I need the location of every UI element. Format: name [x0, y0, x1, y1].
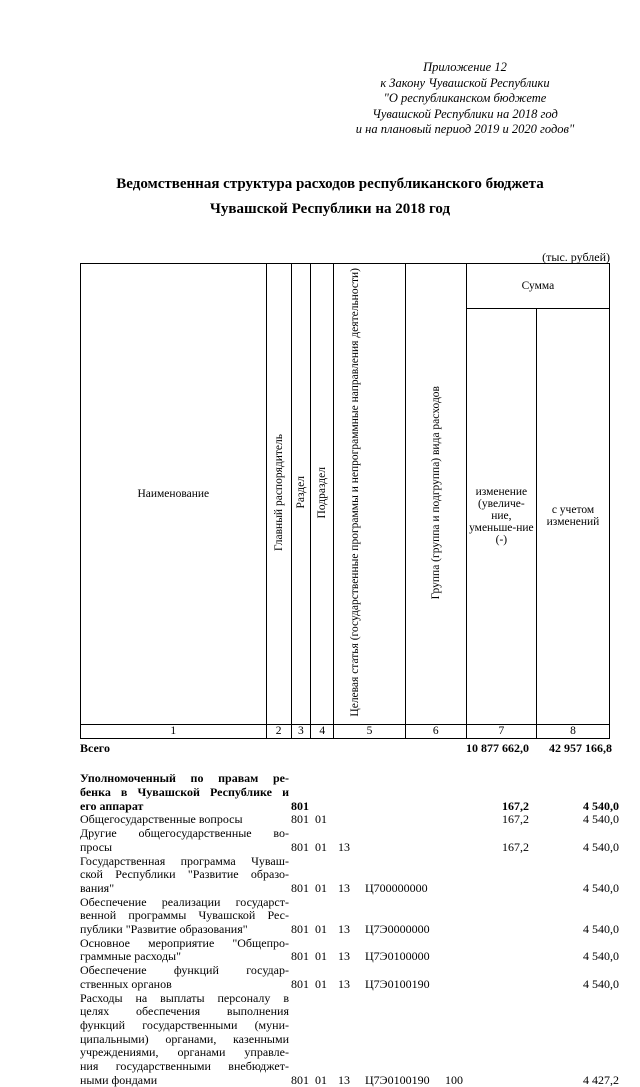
cell-total-value: 4 540,0	[583, 949, 619, 964]
appendix-line: "О республиканском бюджете	[383, 91, 547, 105]
cell-vr-value: 100	[445, 1072, 463, 1087]
cell-change-value: 167,2	[502, 812, 529, 827]
cell-pr-value: 13	[338, 1072, 350, 1087]
row-name-line: ципальными) органами, казенными	[80, 1031, 289, 1046]
cell-cs-value: Ц7Э0100190	[365, 1072, 430, 1087]
title-line: Ведомственная структура расходов республиканского бюджета	[116, 176, 544, 192]
cell-total	[542, 882, 619, 896]
row-name-line: его аппарат	[80, 798, 144, 813]
cell-cs-value: Ц7Э0100000	[365, 949, 430, 964]
cell-gr	[289, 1074, 313, 1087]
row-name-line: Обеспечение функций государ-	[80, 963, 289, 978]
row-name-line: бенка в Чувашской Республике и	[80, 785, 289, 799]
table-row	[80, 853, 619, 896]
cell-change	[466, 740, 535, 756]
row-name	[80, 992, 289, 1087]
cell-total	[542, 813, 619, 827]
cell-total	[542, 923, 619, 937]
cell-rz-value: 01	[315, 976, 327, 991]
cell-gr	[289, 800, 313, 814]
row-name-line: Общегосударственные вопросы	[80, 812, 243, 827]
document-title	[60, 172, 600, 222]
row-name-line: Расходы на выплаты персоналу в	[80, 990, 289, 1005]
row-name-line: Государственная программа Чуваш-	[80, 853, 289, 868]
cell-rz-value: 01	[315, 880, 327, 895]
appendix-note	[330, 60, 600, 138]
cell-pr-value: 13	[338, 949, 350, 964]
col-num: 1	[81, 724, 267, 738]
row-name-line: ными фондами	[80, 1072, 158, 1087]
cell-gr	[289, 923, 313, 937]
table-row	[80, 826, 619, 854]
cell-pr	[336, 978, 363, 992]
appendix-line: к Закону Чувашской Республики	[380, 75, 550, 90]
table-row	[80, 963, 619, 991]
row-name-line: просы	[80, 839, 113, 854]
row-name	[80, 827, 289, 854]
cell-total	[542, 1074, 619, 1087]
cell-total	[542, 978, 619, 992]
cell-rz-value: 01	[315, 839, 327, 854]
cell-total-value: 4 540,0	[583, 812, 619, 827]
cell-change	[474, 841, 542, 855]
cell-gr-value: 801	[291, 1072, 309, 1087]
cell-cs-value: Ц700000000	[365, 880, 428, 895]
cell-gr-value: 801	[291, 949, 309, 964]
table-row	[80, 742, 610, 756]
cell-rz	[313, 813, 336, 827]
row-name-line: венной программы Чувашской Рес-	[80, 908, 289, 923]
title-line: Чувашской Республики на 2018 год	[209, 201, 451, 217]
row-name-line: ской Республики "Развитие образо-	[80, 867, 289, 882]
cell-gr	[289, 950, 313, 964]
cell-cs	[363, 950, 443, 964]
cell-rz	[313, 841, 336, 855]
cell-gr	[289, 841, 313, 855]
row-name-line: ния государственными внебюджет-	[80, 1059, 289, 1074]
table-row	[80, 990, 619, 1087]
cell-total-value: 4 540,0	[583, 922, 619, 937]
col-num: 4	[311, 724, 334, 738]
cell-change-value: 167,2	[502, 798, 529, 813]
cell-gr-value: 801	[291, 976, 309, 991]
cell-gr-value: 801	[291, 880, 309, 895]
row-name-line: целях обеспечения выполнения	[80, 1004, 289, 1019]
cell-change-value: 167,2	[502, 839, 529, 854]
cell-total-value: 4 427,2	[583, 1072, 619, 1087]
col-num: 7	[466, 724, 536, 738]
cell-pr	[336, 841, 363, 855]
cell-total-value: 42 957 166,8	[549, 740, 612, 755]
cell-rz-value: 01	[315, 922, 327, 937]
table-body	[80, 740, 619, 1087]
cell-cs	[363, 1074, 443, 1087]
header-change: изменение (увеличе-ние, уменьше-ние (-)	[466, 309, 536, 724]
cell-total	[542, 950, 619, 964]
table-header	[80, 263, 610, 739]
table-row	[80, 812, 619, 827]
header-razdel: Раздел	[294, 476, 307, 509]
cell-pr-value: 13	[338, 839, 350, 854]
appendix-line: и на плановый период 2019 и 2020 годов"	[355, 122, 575, 136]
col-num: 3	[291, 724, 311, 738]
cell-total-value: 4 540,0	[583, 839, 619, 854]
header-total: с учетом изменений	[536, 309, 609, 724]
header-podrazdel: Подраздел	[316, 466, 329, 519]
col-num: 6	[405, 724, 466, 738]
cell-change	[474, 813, 542, 827]
row-name	[80, 896, 289, 937]
cell-change-value: 10 877 662,0	[466, 740, 529, 755]
cell-rz-value: 01	[315, 1072, 327, 1087]
cell-cs-value: Ц7Э0100190	[365, 976, 430, 991]
cell-gr-value: 801	[291, 812, 309, 827]
header-vr: Группа (группа и подгруппа) вида расходов	[429, 385, 442, 599]
row-name-line: учреждениями, органами управле-	[80, 1045, 289, 1060]
col-num: 2	[266, 724, 291, 738]
cell-rz	[313, 950, 336, 964]
cell-pr	[336, 1074, 363, 1087]
cell-total-value: 4 540,0	[583, 798, 619, 813]
cell-total	[542, 800, 619, 814]
cell-cs	[363, 978, 443, 992]
appendix-line: Приложение 12	[423, 60, 507, 74]
cell-pr-value: 13	[338, 880, 350, 895]
header-summa: Сумма	[466, 264, 609, 309]
cell-total	[542, 841, 619, 855]
table-row	[80, 894, 619, 937]
table-row	[80, 771, 619, 813]
row-name-line: Обеспечение реализации государст-	[80, 894, 289, 909]
budget-table	[80, 263, 619, 1087]
cell-rz-value: 01	[315, 949, 327, 964]
cell-change	[474, 800, 542, 814]
row-name-line: Всего	[80, 740, 110, 755]
cell-gr	[289, 978, 313, 992]
cell-total	[535, 742, 612, 756]
row-name	[80, 964, 289, 991]
units-label: (тыс. рублей)	[542, 250, 610, 264]
cell-pr	[336, 950, 363, 964]
cell-pr	[336, 882, 363, 896]
cell-rz	[313, 978, 336, 992]
cell-gr	[289, 813, 313, 827]
row-name	[80, 855, 289, 896]
cell-gr-value: 801	[291, 839, 309, 854]
cell-vr	[443, 1074, 474, 1087]
header-gr: Главный распорядитель	[272, 433, 285, 551]
cell-rz	[313, 882, 336, 896]
cell-gr	[289, 882, 313, 896]
header-cs: Целевая статья (государственные программы и непрограммные направления деятельности)	[349, 268, 362, 717]
row-name-line: Уполномоченный по правам ре-	[80, 771, 289, 786]
row-name-line: ственных органов	[80, 976, 172, 991]
row-name-line: Другие общегосударственные во-	[80, 826, 289, 841]
cell-gr-value: 801	[291, 798, 309, 813]
row-name	[80, 937, 289, 964]
row-name	[80, 742, 289, 756]
row-name	[80, 772, 289, 813]
row-name-line: публики "Развитие образования"	[80, 922, 248, 937]
cell-rz-value: 01	[315, 812, 327, 827]
cell-pr	[336, 923, 363, 937]
header-name: Наименование	[81, 264, 267, 725]
cell-total-value: 4 540,0	[583, 976, 619, 991]
row-name-line: вания"	[80, 880, 115, 895]
appendix-line: Чувашской Республики на 2018 год	[372, 106, 558, 121]
cell-pr-value: 13	[338, 976, 350, 991]
row-name	[80, 813, 289, 827]
row-name-line: граммные расходы"	[80, 949, 182, 964]
row-name-line: Основное мероприятие "Общепро-	[80, 935, 289, 950]
cell-cs	[363, 882, 443, 896]
col-num: 5	[334, 724, 406, 738]
cell-rz	[313, 923, 336, 937]
cell-cs-value: Ц7Э0000000	[365, 922, 430, 937]
row-name-line: функций государственными (муни-	[80, 1017, 289, 1032]
cell-pr-value: 13	[338, 922, 350, 937]
cell-cs	[363, 923, 443, 937]
cell-gr-value: 801	[291, 922, 309, 937]
cell-rz	[313, 1074, 336, 1087]
cell-total-value: 4 540,0	[583, 880, 619, 895]
table-row	[80, 935, 619, 964]
col-num: 8	[536, 724, 609, 738]
